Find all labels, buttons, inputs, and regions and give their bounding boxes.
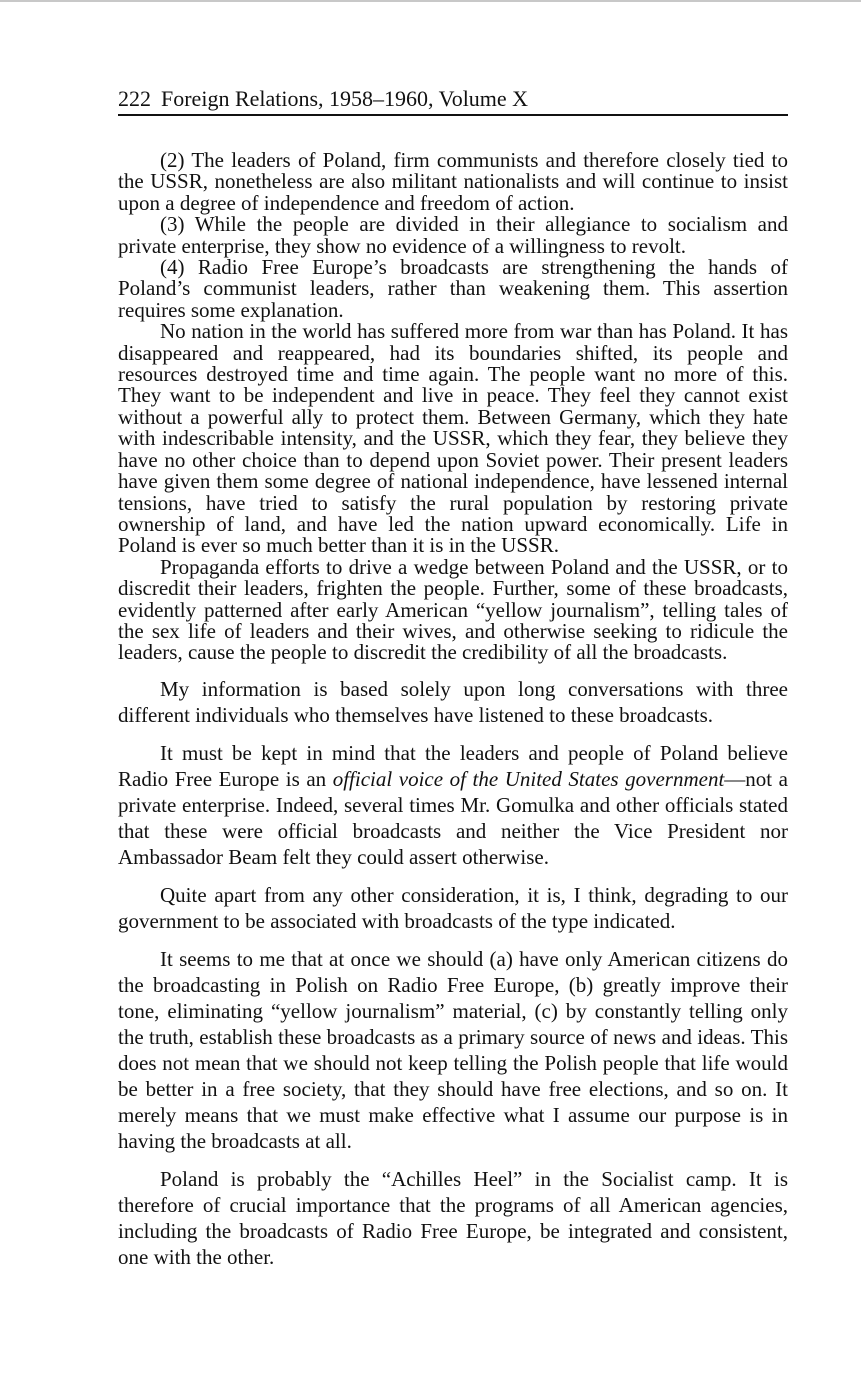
- quoted-points-block: [118, 150, 788, 664]
- running-header: [118, 86, 788, 116]
- degrading-paragraph: Quite apart from any other consideration, it is, I think, degrading to our government to be associated with broadcasts of the type indicated.: [118, 882, 788, 933]
- propaganda-paragraph: Propaganda efforts to drive a wedge between Poland and the USSR, or to discredit their leaders, frighten the people. Further, some of these broadcasts, evidently patterned after early American “yellow journalism”, telling tales of the sex life of leaders and their wives, and otherwise seeking to ridicule the leaders, cause the people to discredit the credibility of all the broadcasts.: [118, 554, 788, 665]
- poland-history-paragraph: No nation in the world has suffered more from war than has Poland. It has disappeared and reappeared, had its boundaries shifted, its people and resources destroyed time and time again. The people want no more of this. They want to be independent and live in peace. They feel they cannot exist without a powerful ally to protect them. Between Germany, which they hate with indescribable intensity, and the USSR, which they fear, they believe they have no other choice than to depend upon Soviet power. Their present leaders have given them some degree of national independence, have lessened internal tensions, have tried to satisfy the rural population by restoring private ownership of land, and have led the nation upward economically. Life in Poland is ever so much better than it is in the USSR.: [118, 319, 788, 558]
- point-4-paragraph: (4) Radio Free Europe’s broadcasts are strengthening the hands of Poland’s communist leaders, rather than weakening them. This assertion requires some explanation.: [118, 255, 788, 322]
- official-voice-italic: official voice of the United States government: [332, 766, 725, 791]
- achilles-heel-paragraph: Poland is probably the “Achilles Heel” in the Socialist camp. It is therefore of crucial importance that the programs of all American agencies, including the broadcasts of Radio Free Europe, be integrated and consistent, one with the other.: [118, 1166, 788, 1269]
- recommendations-paragraph: It seems to me that at once we should (a) have only American citizens do the broadcasting in Polish on Radio Free Europe, (b) greatly improve their tone, eliminating “yellow journalism” material, (c) by constantly telling only the truth, establish these broadcasts as a primary source of news and ideas. This does not mean that we should not keep telling the Polish people that life would be better in a free society, that they should have free elections, and so on. It merely means that we must make effective what I assume our purpose is in having the broadcasts at all.: [118, 946, 788, 1153]
- main-text-block: [118, 676, 788, 1270]
- point-3-paragraph: (3) While the people are divided in their allegiance to socialism and private enterprise, they show no evidence of a willingness to revolt.: [118, 212, 788, 258]
- point-2-paragraph: (2) The leaders of Poland, firm communists and therefore closely tied to the USSR, nonetheless are also militant nationalists and will continue to insist upon a degree of independence and freedom of action.: [118, 148, 788, 215]
- volume-title: Foreign Relations, 1958–1960, Volume X: [161, 86, 529, 111]
- information-source-paragraph: My information is based solely upon long conversations with three different individuals who themselves have listened to these broadcasts.: [118, 676, 788, 727]
- official-voice-paragraph: [118, 740, 788, 870]
- page-body: [118, 150, 788, 1270]
- official-voice-text-start: It must be kept in mind that the leaders and people of Poland believe Radio Free Europe is an: [118, 740, 788, 791]
- official-voice-text-end: —not a private enterprise. Indeed, several times Mr. Gomulka and other officials stated that these were official broadcasts and neither the Vice President nor Ambassador Beam felt they could assert otherwise.: [118, 766, 788, 869]
- page-number: 222: [118, 86, 151, 111]
- top-rule: [0, 0, 861, 2]
